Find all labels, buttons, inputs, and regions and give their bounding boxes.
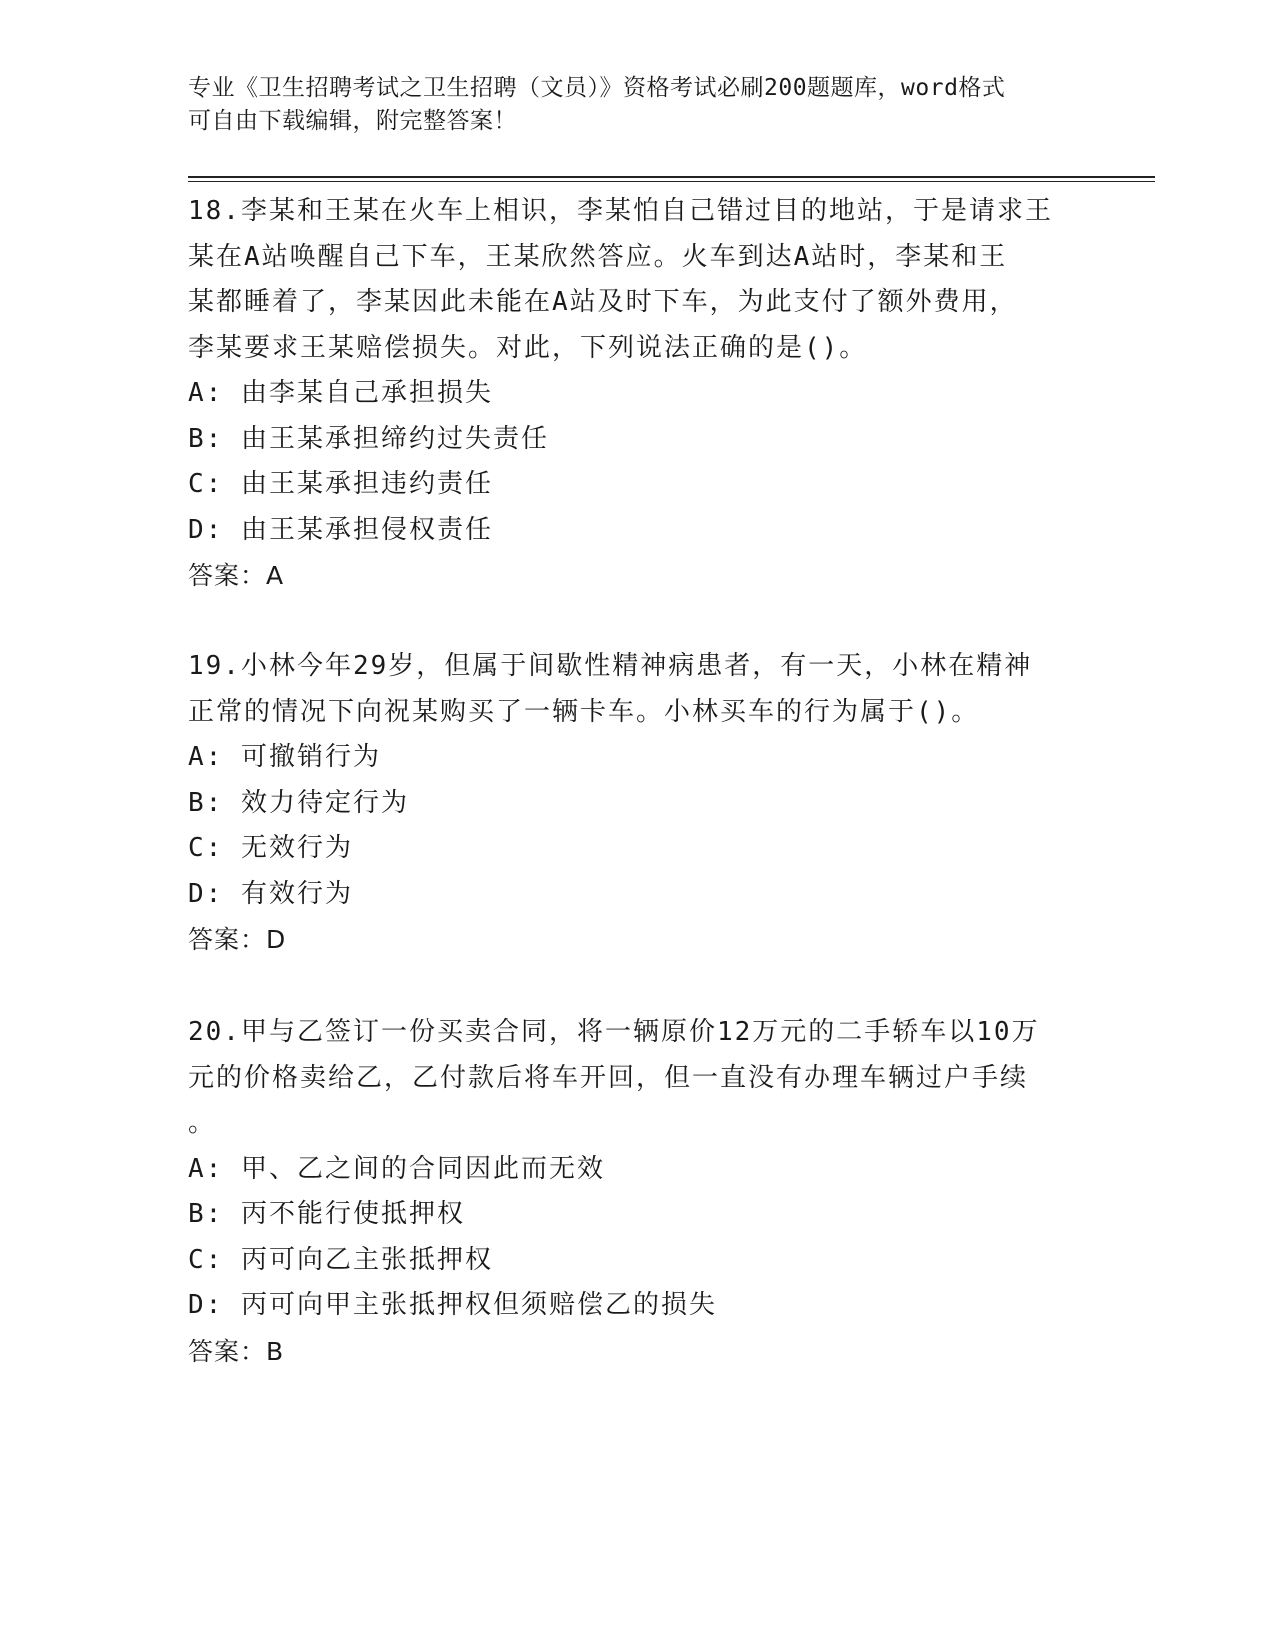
option-a: A: 甲、乙之间的合同因此而无效 (188, 1153, 605, 1184)
answer: 答案：D (188, 925, 287, 954)
question-stem: 元的价格卖给乙，乙付款后将车开回，但一直没有办理车辆过户手续 (188, 1062, 1029, 1093)
question-stem: 20.甲与乙签订一份买卖合同，将一辆原价12万元的二手轿车以10万 (188, 1017, 1040, 1047)
question-19 (188, 644, 1088, 963)
option-c: C: 丙可向乙主张抵押权 (188, 1244, 493, 1275)
option-b: B: 效力待定行为 (188, 787, 409, 818)
document-header (188, 72, 1088, 138)
option-c: C: 无效行为 (188, 833, 353, 863)
answer: 答案：B (188, 1336, 285, 1366)
question-stem: 某在A站唤醒自己下车，王某欣然答应。火车到达A站时，李某和王 (188, 241, 1008, 272)
answer: 答案：A (188, 561, 285, 590)
question-stem: 李某要求王某赔偿损失。对此，下列说法正确的是()。 (188, 332, 868, 363)
question-stem: 19.小林今年29岁，但属于间歇性精神病患者，有一天，小林在精神 (188, 651, 1033, 681)
question-stem: 。 (188, 1108, 217, 1138)
option-b: B: 由王某承担缔约过失责任 (188, 423, 549, 454)
option-c: C: 由王某承担违约责任 (188, 469, 493, 499)
question-stem: 某都睡着了，李某因此未能在A站及时下车，为此支付了额外费用， (188, 287, 1018, 317)
question-stem: 正常的情况下向祝某购买了一辆卡车。小林买车的行为属于()。 (188, 696, 980, 727)
question-20 (188, 1010, 1088, 1374)
question-18 (188, 189, 1088, 599)
option-d: D: 有效行为 (188, 878, 353, 909)
option-a: A: 可撤销行为 (188, 742, 381, 772)
option-d: D: 由王某承担侵权责任 (188, 514, 493, 545)
question-stem: 18.李某和王某在火车上相识，李某怕自己错过目的地站，于是请求王 (188, 196, 1053, 226)
option-d: D: 丙可向甲主张抵押权但须赔偿乙的损失 (188, 1290, 717, 1320)
header-divider-thin (188, 181, 1155, 182)
header-line-1: 专业《卫生招聘考试之卫生招聘（文员）》资格考试必刷200题题库，word格式 (188, 75, 1006, 101)
option-a: A: 由李某自己承担损失 (188, 378, 493, 408)
header-line-2: 可自由下载编辑，附完整答案！ (188, 108, 517, 134)
header-divider-thick (188, 176, 1155, 178)
option-b: B: 丙不能行使抵押权 (188, 1199, 465, 1229)
